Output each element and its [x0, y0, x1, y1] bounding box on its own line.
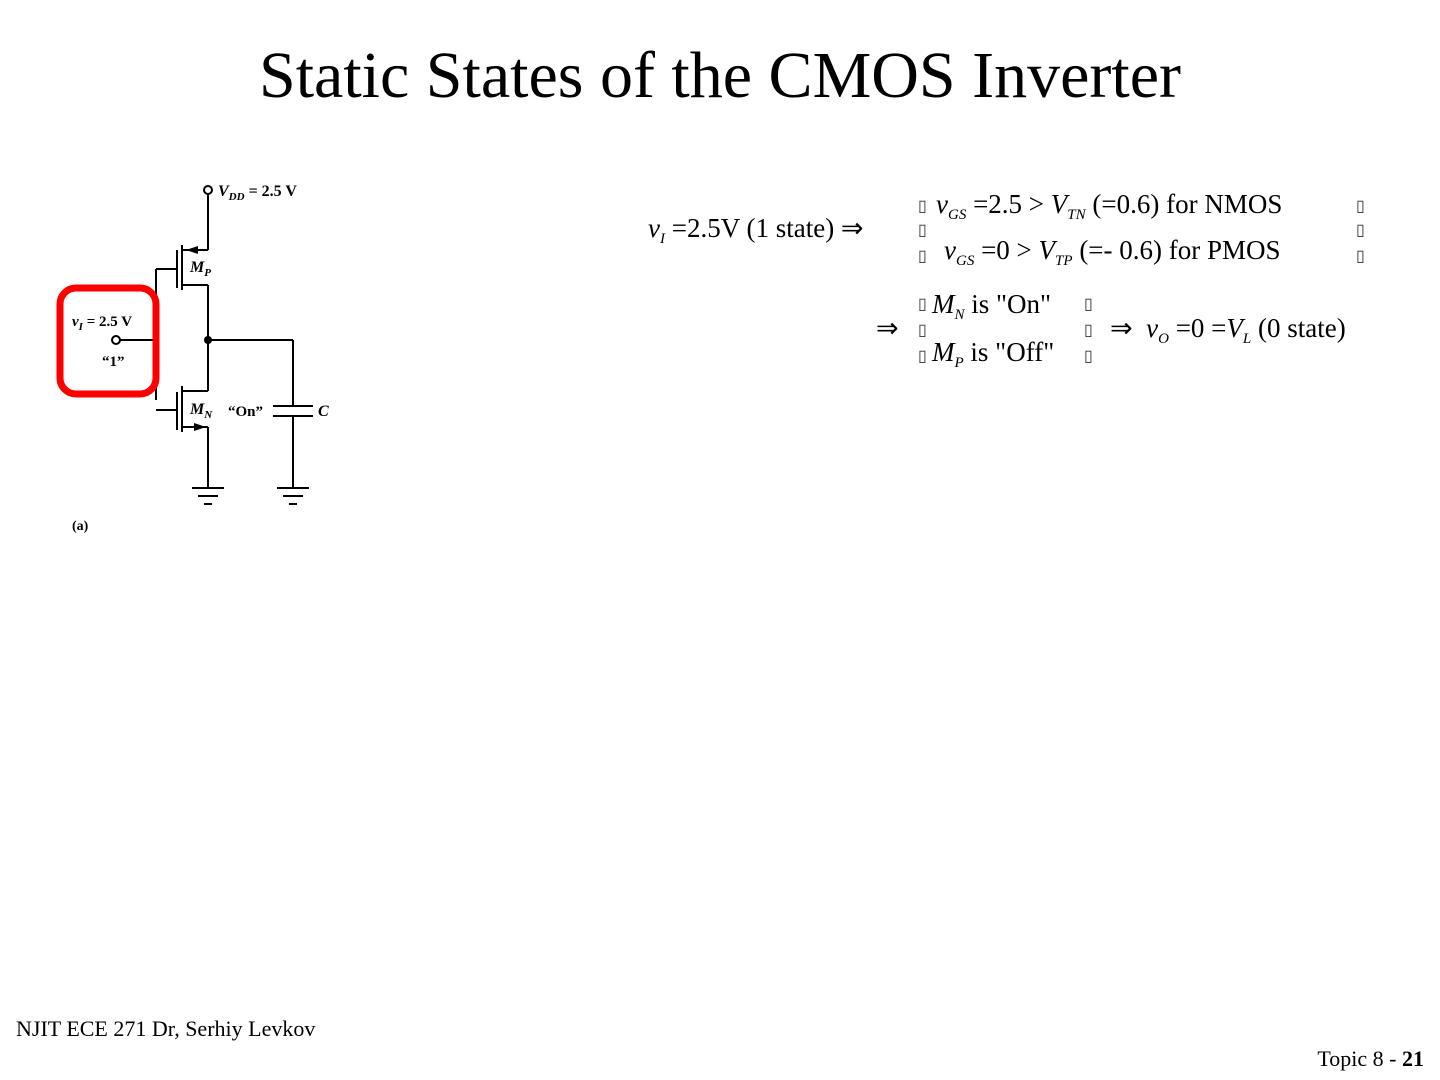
brace-left-2: ▯	[918, 222, 927, 239]
brace-left-1: ▯	[918, 198, 927, 215]
brace-right-6: ▯	[1084, 348, 1093, 365]
brace-left-3: ▯	[918, 248, 927, 265]
footer-topic: Topic 8 -	[1317, 1046, 1402, 1071]
svg-text:(a): (a)	[72, 519, 89, 534]
svg-text:vI = 2.5 V: $v_I = 2.5$ V	[72, 314, 133, 333]
slide-title: Static States of the CMOS Inverter	[258, 39, 1181, 112]
vdd-terminal	[204, 186, 212, 194]
brace-right-3: ▯	[1356, 248, 1365, 265]
footer-page-number	[1317, 1046, 1424, 1072]
svg-text:MP: $M_P$	[190, 259, 211, 279]
eq-arrow-2: ⇒	[876, 313, 899, 343]
brace-left-4: ▯	[918, 296, 927, 313]
brace-right-5: ▯	[1084, 322, 1093, 339]
brace-right-2: ▯	[1356, 222, 1365, 239]
brace-left-6: ▯	[918, 348, 927, 365]
svg-text:VDD = 2.5 V: $V_{DD} = 2.5$ V	[218, 183, 297, 203]
footer-page: 21	[1402, 1046, 1424, 1071]
footer-course: NJIT ECE 271 Dr, Serhiy Levkov	[16, 1016, 316, 1041]
eq-nmos-condition: $v_{GS} =2.5 > V_{TN}$ (=0.6) for NMOS	[936, 189, 1283, 223]
svg-text:“On”: “On”	[228, 404, 264, 420]
brace-right-4: ▯	[1084, 296, 1093, 313]
svg-text:C: C	[318, 403, 329, 420]
input-terminal	[112, 336, 120, 344]
brace-right-1: ▯	[1356, 198, 1365, 215]
eq-mp-state: $M_P$ is "Off"	[932, 337, 1055, 371]
eq-pmos-condition: $v_{GS} =0 > V_{TP}$ (=- 0.6) for PMOS	[944, 235, 1281, 269]
output-node	[204, 336, 212, 344]
eq-input-state: $v_I =2.5V$ (1 state) ⇒	[648, 213, 864, 247]
eq-mn-state: $M_N$ is "On"	[932, 289, 1052, 323]
brace-left-5: ▯	[918, 322, 927, 339]
cmos-inverter-schematic	[50, 170, 380, 550]
eq-output-state: ⇒ $v_O =0 =V_L$ (0 state)	[1110, 313, 1346, 347]
svg-text:“1”: “1”	[102, 354, 125, 370]
svg-text:MN: $M_N$	[190, 401, 213, 421]
